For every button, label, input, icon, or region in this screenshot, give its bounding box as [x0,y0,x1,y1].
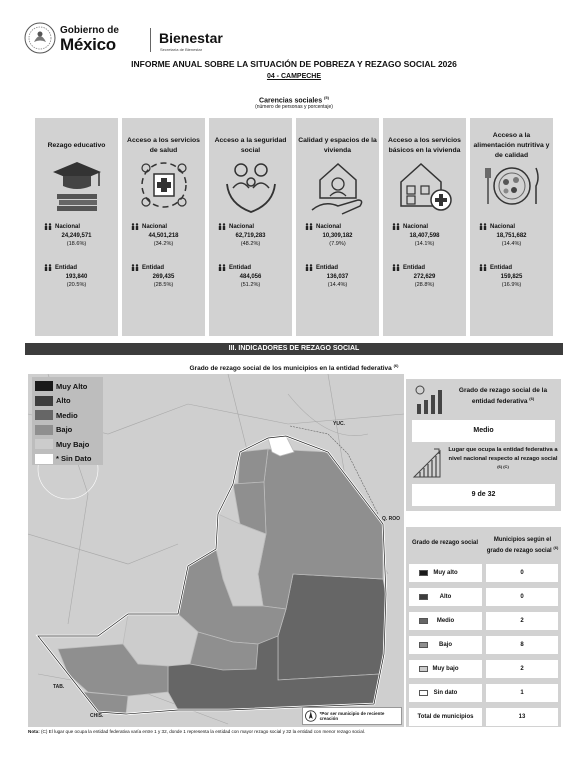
nacional-stat [35,222,118,247]
entidad-number: 159,825 [500,274,523,280]
people-icon [479,223,487,230]
entidad-percent: (28.5%) [153,282,174,288]
carencia-card-title: Acceso a la seguridad social [214,136,287,154]
municipality-bajo-north [238,449,268,484]
entidad-stat [383,263,466,288]
table-row [409,588,558,606]
total-value: 13 [486,708,558,726]
tab-label: TAB. [53,684,65,690]
entidad-label: Entidad [316,264,338,271]
legend-item [35,452,100,467]
table-row [409,636,558,654]
legend-label: * Sin Dato [56,454,92,464]
municipality-muy-bajo-west [123,614,198,666]
legend-label: Alto [56,396,71,406]
carencia-card-title: Acceso a la alimentación nutritiva y de calidad [473,131,550,160]
table-header-municipios-text: Municipios según el grado de rezago social [486,537,552,554]
lugar-label-sup: (6) (C) [497,463,509,469]
grado-cell [409,684,482,702]
grado-label: Alto [439,594,452,600]
bienestar-subtext: Secretaría de Bienestar [160,47,203,52]
grado-cell [409,660,482,678]
entidad-number: 272,629 [413,274,436,280]
nacional-number: 44,501,218 [148,233,179,239]
map-title-sup: (6) [393,363,399,368]
entidad-percent: (16.9%) [501,282,522,288]
legend-item [35,394,100,409]
municipios-count: 0 [486,588,558,606]
entidad-number: 484,056 [239,274,262,280]
map-title [0,363,588,372]
nacional-stat [470,222,553,247]
nacional-number: 10,309,182 [322,233,353,239]
legend-item [35,437,100,452]
people-icon [131,223,139,230]
people-icon [218,223,226,230]
people-icon [218,264,226,271]
house-services-icon [397,154,453,216]
footnote-text: (C) El lugar que ocupa la entidad federativa varía entre 1 y 32, donde 1 representa la entidad con mayor rezago social y 32 la entidad con menor rezago social. [41,729,366,734]
carencia-card-5 [383,118,466,336]
nacional-number: 62,719,283 [235,233,266,239]
entidad-stat [122,263,205,288]
people-icon [392,223,400,230]
carencias-subtitle: (número de personas y porcentaje) [255,104,333,110]
nacional-percent: (14.4%) [501,241,522,247]
table-row [409,612,558,630]
legend-swatch [35,410,53,420]
lugar-label [447,446,559,475]
grado-label: Sin dato [433,690,458,696]
carencias-title [0,95,588,104]
family-hands-icon [223,154,279,216]
legend-swatch [35,425,53,435]
carencia-card-title: Calidad y espacios de la vivienda [298,136,377,154]
graduation-cap-book-icon [49,154,105,216]
map-title-text: Grado de rezago social de los municipios en la entidad federativa [189,365,392,373]
table-header-municipios [486,529,559,563]
report-subtitle: 04 - CAMPECHE [266,73,322,80]
people-icon [392,264,400,271]
table-header-grado: Grado de rezago social [411,539,479,546]
carencia-card-title: Acceso a los servicios de salud [127,136,200,154]
total-label: Total de municipios [409,708,482,726]
municipios-count: 2 [486,612,558,630]
report-title: INFORME ANUAL SOBRE LA SITUACIÓN DE POBREZA Y REZAGO SOCIAL 2026 [131,59,457,69]
nacional-stat [383,222,466,247]
municipios-count: 1 [486,684,558,702]
entidad-stat [470,263,553,288]
legend-swatch [35,396,53,406]
footnote [28,729,568,734]
entidad-percent: (14.4%) [327,282,348,288]
people-icon [131,264,139,271]
legend-item [35,423,100,438]
nacional-number: 18,751,682 [496,233,527,239]
header-divider [150,28,151,52]
legend-item [35,408,100,423]
nacional-percent: (14.1%) [414,241,435,247]
gobierno-text: Gobierno de [60,25,119,36]
nacional-label: Nacional [316,223,342,230]
entidad-stat [35,263,118,288]
nacional-stat [209,222,292,247]
nacional-label: Nacional [142,223,168,230]
nacional-number: 24,249,571 [61,233,92,239]
entidad-stat [296,263,379,288]
carencia-card-title: Acceso a los servicios básicos en la vivienda [388,136,461,154]
entidad-number: 269,435 [152,274,175,280]
legend-label: Muy Bajo [56,439,90,449]
government-header [24,22,324,58]
grado-swatch [419,642,428,648]
carencias-title-sup: (5) [324,95,329,100]
entidad-label: Entidad [229,264,251,271]
bienestar-text: Bienestar [159,30,223,46]
legend-swatch [35,439,53,449]
ranking-steps-icon [412,447,442,479]
nacional-label: Nacional [490,223,516,230]
grado-swatch [419,594,428,600]
health-services-icon [136,154,192,216]
nacional-stat [122,222,205,247]
grado-cell [409,612,482,630]
grado-cell [409,636,482,654]
map-note [302,707,402,725]
carencias-title-text: Carencias sociales [259,97,323,105]
mexico-text: México [60,35,116,54]
entidad-label: Entidad [142,264,164,271]
bar-chart-person-icon [411,384,443,416]
people-icon [305,223,313,230]
nacional-stat [296,222,379,247]
municipality-medio-east [278,574,386,680]
carencia-card-title: Rezago educativo [47,141,106,149]
carencia-card-4 [296,118,379,336]
table-row [409,660,558,678]
entidad-stat [209,263,292,288]
section-header: III. INDICADORES DE REZAGO SOCIAL [25,343,563,355]
grado-swatch [419,690,428,696]
grado-label: Medio [436,618,455,624]
nacional-label: Nacional [403,223,429,230]
people-icon [305,264,313,271]
grado-label: Muy bajo [432,666,459,672]
table-header-sup: (6) [553,545,559,550]
legend-label: Medio [56,410,78,420]
carencia-card-3 [209,118,292,336]
lugar-value: 9 de 32 [412,484,555,506]
entidad-percent: (28.8%) [414,282,435,288]
people-icon [479,264,487,271]
nacional-label: Nacional [229,223,255,230]
rezago-panel [406,379,561,511]
rezago-panel-title-text: Grado de rezago social de la entidad federativa [458,387,548,406]
municipios-count: 0 [486,564,558,582]
municipios-count: 2 [486,660,558,678]
entidad-label: Entidad [490,264,512,271]
legend-label: Bajo [56,425,73,435]
map-legend [32,377,103,465]
rezago-value: Medio [412,420,555,442]
entidad-label: Entidad [403,264,425,271]
map-note-text: *Por ser municipio de reciente creación [319,711,385,721]
entidad-percent: (20.5%) [66,282,87,288]
mexico-seal-icon [24,22,56,54]
entidad-percent: (51.2%) [240,282,261,288]
house-hand-icon [310,154,366,216]
grado-cell [409,588,482,606]
entidad-number: 136,037 [326,274,349,280]
carencia-card-1 [35,118,118,336]
carencia-card-6 [470,118,553,336]
footnote-label: Nota: [28,729,40,734]
carencia-card-2 [122,118,205,336]
entidad-label: Entidad [55,264,77,271]
grado-label: Bajo [438,642,452,648]
rezago-panel-title-sup: (6) [529,396,535,402]
plate-cutlery-icon [484,154,540,216]
table-row [409,564,558,582]
lugar-label-text: Lugar que ocupa la entidad federativa a nivel nacional respecto al rezago social [448,447,558,462]
people-icon [44,264,52,271]
municipios-table [406,527,561,727]
legend-swatch [35,381,53,391]
nacional-percent: (18.6%) [66,241,87,247]
legend-label: Muy Alto [56,381,88,391]
nacional-number: 18,407,598 [409,233,440,239]
qroo-label: Q. ROO [382,516,401,522]
grado-swatch [419,666,428,672]
yuc-label: YUC. [333,421,345,427]
grado-swatch [419,618,428,624]
entidad-number: 193,840 [65,274,88,280]
nacional-percent: (7.9%) [329,241,346,247]
rezago-panel-title [447,386,559,408]
nacional-percent: (34.2%) [153,241,174,247]
grado-swatch [419,570,428,576]
campeche-municipalities [58,436,386,714]
legend-swatch [35,454,53,464]
chis-label: CHIS. [90,713,104,719]
municipios-count: 8 [486,636,558,654]
grado-cell [409,564,482,582]
table-total-row [409,708,558,726]
people-icon [44,223,52,230]
nacional-label: Nacional [55,223,81,230]
grado-label: Muy alto [433,570,458,576]
table-row [409,684,558,702]
legend-item [35,379,100,394]
compass-icon [305,710,317,722]
nacional-percent: (48.2%) [240,241,261,247]
